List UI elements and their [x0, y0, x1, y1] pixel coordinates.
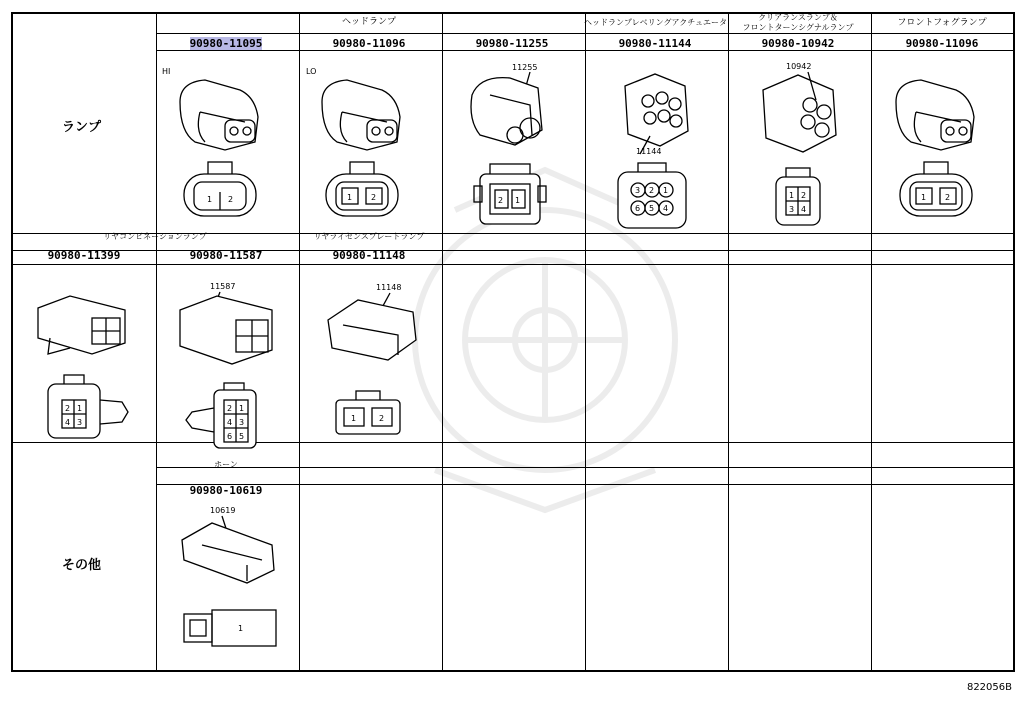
header-clearance-2: フロントターンシグナルランプ — [742, 23, 854, 32]
header-headlamp: ヘッドランプ — [341, 17, 396, 27]
pin-label: 2 — [65, 404, 71, 413]
connector-11587-face-icon — [182, 380, 272, 452]
pin-label: 1 — [207, 195, 213, 204]
pin-label: 4 — [227, 418, 233, 427]
connector-11144-iso-icon — [610, 66, 700, 156]
header-license-plate: リヤライセンスプレートランプ — [313, 232, 425, 241]
connector-10619-face-icon — [180, 606, 280, 648]
pin-label: 3 — [789, 205, 795, 214]
callout-label: 10619 — [210, 506, 236, 515]
connector-lo-face-icon — [322, 158, 402, 220]
part-number[interactable]: 90980-11096 — [905, 37, 979, 50]
pin-label: 1 — [789, 191, 795, 200]
part-number[interactable]: 90980-11255 — [475, 37, 549, 50]
part-number-selected[interactable]: 90980-11095 — [189, 37, 263, 50]
part-number[interactable]: 90980-11587 — [189, 249, 263, 262]
connector-11148-face-icon — [328, 388, 408, 438]
grid-line — [871, 14, 872, 670]
callout-label: 11255 — [512, 63, 538, 72]
drawing-code: 822056B — [966, 682, 1012, 693]
pin-label: 2 — [801, 191, 807, 200]
pin-label: 1 — [921, 193, 927, 202]
callout-lo: LO — [306, 67, 317, 76]
pin-label: 4 — [801, 205, 807, 214]
section-lamp: ランプ — [62, 120, 102, 135]
pin-label: 5 — [649, 204, 655, 213]
connector-11587-iso-icon — [172, 280, 282, 370]
callout-hi: HI — [162, 67, 171, 76]
pin-label: 2 — [649, 186, 655, 195]
connector-10942-face-icon — [768, 165, 828, 231]
connector-10619-iso-icon — [172, 505, 282, 585]
connector-fog-iso-icon — [886, 72, 996, 157]
section-other: その他 — [62, 558, 102, 573]
part-number[interactable]: 90980-10942 — [761, 37, 835, 50]
part-number[interactable]: 90980-11148 — [332, 249, 406, 262]
pin-label: 2 — [228, 195, 234, 204]
connector-11399-face-icon — [42, 372, 132, 442]
header-clearance-1: クリアランスランプ＆ — [758, 13, 838, 22]
grid-line — [728, 14, 729, 670]
pin-label: 4 — [663, 204, 669, 213]
part-number[interactable]: 90980-11144 — [618, 37, 692, 50]
part-number[interactable]: 90980-10619 — [189, 484, 263, 497]
grid-line — [156, 14, 157, 670]
grid-line — [156, 50, 1013, 51]
callout-11144: 11144 — [636, 147, 662, 156]
connector-11255-face-icon — [470, 160, 550, 228]
grid-line — [299, 14, 300, 670]
pin-label: 6 — [227, 432, 233, 441]
connector-lo-iso-icon — [312, 72, 422, 157]
pin-label: 1 — [238, 624, 244, 633]
pin-label: 3 — [239, 418, 245, 427]
pin-label: 1 — [663, 186, 669, 195]
pin-label: 1 — [351, 414, 357, 423]
pin-label: 2 — [379, 414, 385, 423]
connector-hi-face-icon — [180, 158, 260, 220]
pin-label: 2 — [945, 193, 951, 202]
connector-11255-iso-icon — [460, 60, 570, 160]
callout-label: 11148 — [376, 283, 402, 292]
callout-label: 10942 — [786, 62, 812, 71]
pin-label: 1 — [239, 404, 245, 413]
header-rear-combination: リヤコンビネーションランプ — [103, 232, 207, 241]
pin-label: 2 — [371, 193, 377, 202]
connector-11399-iso-icon — [30, 288, 140, 358]
pin-label: 6 — [635, 204, 641, 213]
part-number[interactable]: 90980-11096 — [332, 37, 406, 50]
header-horn: ホーン — [214, 460, 238, 469]
connector-11148-iso-icon — [318, 280, 428, 370]
connector-hi-iso-icon — [170, 72, 280, 157]
pin-label: 1 — [515, 196, 521, 205]
connector-10942-iso-icon — [748, 60, 848, 160]
pin-label: 3 — [635, 186, 641, 195]
connector-fog-face-icon — [896, 158, 976, 220]
grid-line — [156, 33, 1013, 34]
callout-label: 11587 — [210, 282, 236, 291]
header-leveling-actuator: ヘッドランプレベリングアクチュエータ — [584, 18, 728, 27]
pin-label: 4 — [65, 418, 71, 427]
pin-label: 1 — [347, 193, 353, 202]
pin-label: 5 — [239, 432, 245, 441]
part-number[interactable]: 90980-11399 — [47, 249, 121, 262]
pin-label: 1 — [77, 404, 83, 413]
pin-label: 2 — [498, 196, 504, 205]
pin-label: 2 — [227, 404, 233, 413]
header-foglamp: フロントフォグランプ — [897, 18, 987, 28]
connector-11144-face-icon — [612, 160, 692, 232]
pin-label: 3 — [77, 418, 83, 427]
